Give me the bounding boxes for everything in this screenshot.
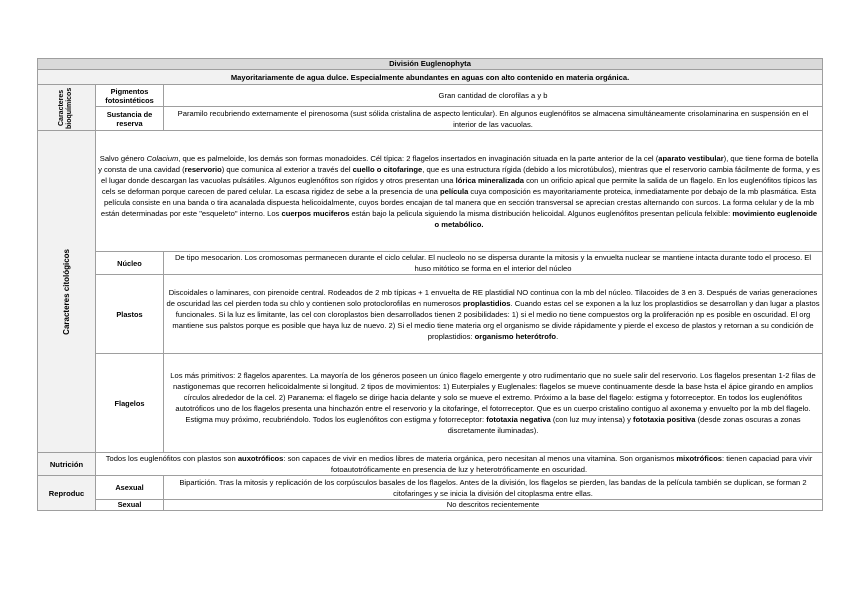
general-t8: cuello o citofaringe <box>352 164 423 174</box>
flagelos-f3: (con luz muy intensa) y <box>550 415 634 424</box>
euglenophyta-table <box>37 58 823 511</box>
plastos-p1: Discoidales o laminares, con pirenoide central. Rodeados de 2 mb típicas + 1 envuelta de RE plastidial NO continua con la mb del núcleo. Tilacoides de 3 en 3. Después de varias generaciones de oscuridad las cel pierden toda su chlo y contienen solo protoclorofilas en numerosos <box>166 287 818 308</box>
plastos-p3: . Cuando estas cel se exponen a la luz los proplastidios se desarrollan y dan lugar a plastos funcionales. Si la luz es limitante, las cel con cloroplastos bien desarrollados tienen 2 posibilidades: 1) si el medio no tiene compuestos org la proliferación np es posible en oscuridad. El org mantiene sus palstos porque es posible que haya luz de nuevo. 2) Si el medio tiene materia org el organismo se divide rápidamente y pierde el exceso de plastos y retornan a su condición de proplastidios: <box>172 298 820 341</box>
table-title: División Euglenophyta <box>38 59 823 70</box>
plastos-label: Plastos <box>96 275 164 354</box>
citologicos-label: Caracteres citológicos <box>62 248 71 335</box>
habitat-subtitle: Mayoritariamente de agua dulce. Especialmente abundantes en aguas con alto contenido en materia orgánica. <box>38 70 823 85</box>
bioquimicos-label: Caracteres bioquímicos <box>57 86 73 129</box>
plastos-p2: proplastidios <box>462 298 511 308</box>
flagelos-f2: fototaxia negativa <box>486 415 551 424</box>
nucleo-text: De tipo mesocarion. Los cromosomas permanecen durante el ciclo celular. El nucleolo no se dispersa durante la mitosis y la envuelta nuclear se mantiene intacta durante todo el proceso. El huso mitótico se forma en el interior del núcleo <box>164 252 823 275</box>
general-t5: ), que tiene forma de botella y consta de una cavidad ( <box>98 153 819 174</box>
nutricion-label: Nutrición <box>38 453 96 476</box>
general-t15: están bajo la pelicula siguiendo la misma distribución helicoidal. Algunos euglenófitos presentan película felxible: <box>349 208 733 218</box>
general-t6: reservorio <box>184 164 222 174</box>
citologicos-general-text <box>96 131 823 252</box>
nutricion-text <box>96 453 823 476</box>
flagelos-f4: fototaxia positiva <box>633 415 696 424</box>
reserva-text: Paramilo recubriendo externamente el pirenosoma (sust sólida cristalina de aspecto lenticular). En algunos euglenófitos se almacena simultáneamente crisolaminarina en suspensión en el interior de las vacuolas. <box>164 107 823 131</box>
bioquimicos-section-label <box>38 85 96 131</box>
flagelos-text <box>164 354 823 453</box>
asexual-label: Asexual <box>96 476 164 500</box>
nutricion-n3: : son capaces de vivir en medios libres de materia orgánica, pero necesitan al menos una vitamina. Son organismos <box>283 454 677 463</box>
general-t14: cuerpos muciferos <box>281 208 350 218</box>
general-t16: movimiento euglenoide o metabólico. <box>434 208 818 229</box>
nutricion-n1: Todos los euglenófitos con plastos son <box>105 454 238 463</box>
flagelos-f5: (desde zonas oscuras a zonas discretamente iluminadas). <box>447 415 801 435</box>
general-t7: ) que comunica al exterior a través del <box>221 164 353 174</box>
general-t2: Colacium <box>146 153 179 163</box>
pigmentos-label: Pigmentos fotosintéticos <box>96 85 164 107</box>
sexual-label: Sexual <box>96 500 164 511</box>
general-t13: cuya composición es mayoritariamente proteica, inmediatamente por debajo de la mb plasmática. Esta película consiste en una banda o tira acanalada dispuesta helicoidalmente, cuyos bordes encajan de tal manera que en sección transversal se aprecian crestas alternando con surcos. La forma celular y de la mb están determinadas por este "esqueleto" interno. Los <box>100 186 817 218</box>
plastos-text <box>164 275 823 354</box>
nutricion-n5: : tienen capaciad para vivir fotoautotróficamente en presencia de luz y heterotróficamente en oscuridad. <box>330 454 813 474</box>
nucleo-label: Núcleo <box>96 252 164 275</box>
reserva-label: Sustancia de reserva <box>96 107 164 131</box>
general-t10: lórica mineralizada <box>455 175 524 185</box>
flagelos-f1: Los más primitivos: 2 flagelos aparentes. La mayoría de los géneros poseen un único flagelo emergente y otro rudimentario que no suele salir del reservorio. Los flagelos presentan 1-2 filas de nastigonemas que recorren helicoidalmente si longitud. 2 tipos de movimientos: 1) Euterpiales y Euglenales: flagelos se mueve continuamente desde la base hsta el ápice girando en amplios círculos alrededor de la cel. 2) Paranema: el flagelo se dirige hacia delante y solo se mueve el extremo. Próximo a la base del flagelo: estigma y fotorreceptor. En todos los euglenófitos autotróficos uno de los flagelos presenta una hinchazón entre el reservorio y la citofaringe, el fotorreceptor. Que es un cuerpo cristalino contiguo al axonema y envuelto por la mb del flagelo. Estigma muy próximo, recubriéndolo. Todos los euglenófitos con estigma y fotorreceptor: <box>170 371 816 424</box>
general-t3: , que es palmeloide, los demás son formas monadoides. Cél típica: 2 flagelos insertados en invaginación situada en la parte anterior de la cel ( <box>178 153 659 163</box>
general-t9: , que es una estructura rígida (debido a los microtúbulos), mientras que el reservorio cambia fácilmente de forma, y es el lugar donde descargan las vacuolas pulsátiles. Algunos euglenófitos son rígidos y otros presentan una <box>101 164 820 185</box>
general-t1: Salvo género <box>99 153 147 163</box>
general-t4: aparato vestibular <box>658 153 724 163</box>
sexual-text: No descritos recientemente <box>164 500 823 511</box>
flagelos-label: Flagelos <box>96 354 164 453</box>
nutricion-n2: auxotróficos <box>237 454 284 463</box>
general-t11: con un orificio apical que permite la salida de un flagelo. En los euglenófitos típicos las cels se deforman porque carecen de pared celular. La escasa rigidez de sebe a la presencia de una <box>101 175 817 196</box>
asexual-text: Bipartición. Tras la mitosis y replicación de los corpúsculos basales de los flagelos. Antes de la división, los flagelos se pierden, las bandas de la película también se duplican, se forman 2 citofaringes y se inicia la división del citoplasma entre ellas. <box>164 476 823 500</box>
plastos-p4: organismo heterótrofo <box>474 331 557 341</box>
citologicos-section-label <box>38 131 96 453</box>
general-t12: película <box>440 186 469 196</box>
plastos-p5: . <box>556 331 559 341</box>
reproduc-label: Reproduc <box>38 476 96 511</box>
nutricion-n4: mixotróficos <box>676 454 722 463</box>
pigmentos-text: Gran cantidad de clorofilas a y b <box>164 85 823 107</box>
